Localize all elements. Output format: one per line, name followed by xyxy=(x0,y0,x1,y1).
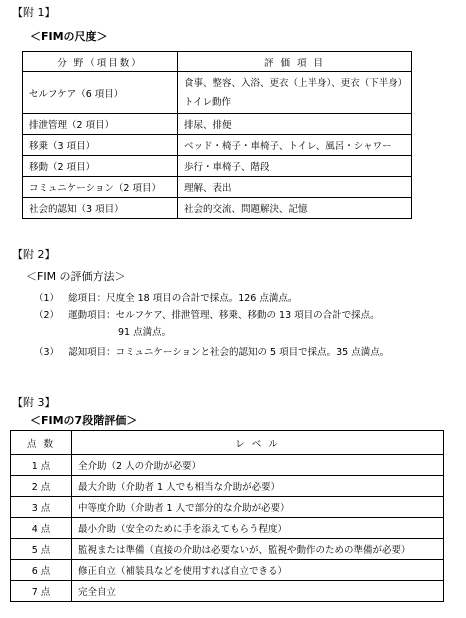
list-item xyxy=(34,290,297,304)
items-cell: 排尿、排便 xyxy=(178,114,412,135)
level-cell: 監視または準備（直接の介助は必要ないが、監視や動作のための準備が必要） xyxy=(72,539,444,560)
items-line: トイレ動作 xyxy=(184,96,232,108)
appendix3-subtitle: ＜FIMの7段階評価＞ xyxy=(30,414,138,427)
items-cell: ベッド・椅子・車椅子、トイレ、風呂・シャワー xyxy=(178,135,412,156)
list-number: （3） xyxy=(34,347,60,358)
score-cell: 3 点 xyxy=(11,497,72,518)
items-cell: 理解、表出 xyxy=(178,177,412,198)
appendix2-subtitle: ＜FIM の評価方法＞ xyxy=(26,270,126,283)
score-cell: 1 点 xyxy=(11,455,72,476)
table-row xyxy=(23,114,412,135)
table-row xyxy=(11,518,444,539)
fim-levels-table xyxy=(10,430,444,602)
table-row xyxy=(23,198,412,219)
header-items: 評 価 項 目 xyxy=(178,52,412,72)
field-cell: 移乗（3 項目） xyxy=(23,135,178,156)
list-text: 総項目：尺度全 18 項目の合計で採点。126 点満点。 xyxy=(68,293,298,304)
table-row xyxy=(11,581,444,602)
items-cell xyxy=(178,72,412,114)
table-row xyxy=(23,135,412,156)
level-cell: 最大介助（介助者 1 人でも相当な介助が必要） xyxy=(72,476,444,497)
level-cell: 中等度介助（介助者 1 人で部分的な介助が必要） xyxy=(72,497,444,518)
level-cell: 全介助（2 人の介助が必要） xyxy=(72,455,444,476)
list-text: 認知項目：コミュニケーションと社会的認知の 5 項目で採点。35 点満点。 xyxy=(68,347,390,358)
level-cell: 最小介助（安全のために手を添えてもらう程度） xyxy=(72,518,444,539)
field-cell: 社会的認知（3 項目） xyxy=(23,198,178,219)
field-cell: 排泄管理（2 項目） xyxy=(23,114,178,135)
table-row xyxy=(11,455,444,476)
level-cell: 完全自立 xyxy=(72,581,444,602)
header-level: レ ベ ル xyxy=(72,431,444,455)
table-header-row xyxy=(23,52,412,72)
table-row xyxy=(11,539,444,560)
appendix2-heading: 【附 2】 xyxy=(12,248,56,261)
table-row xyxy=(23,177,412,198)
list-item xyxy=(34,307,380,321)
score-cell: 4 点 xyxy=(11,518,72,539)
table-row xyxy=(11,497,444,518)
score-cell: 2 点 xyxy=(11,476,72,497)
items-cell: 歩行・車椅子、階段 xyxy=(178,156,412,177)
list-number: （1） xyxy=(34,293,60,304)
header-score: 点 数 xyxy=(11,431,72,455)
field-cell: コミュニケーション（2 項目） xyxy=(23,177,178,198)
level-cell: 修正自立（補装具などを使用すれば自立できる） xyxy=(72,560,444,581)
score-cell: 5 点 xyxy=(11,539,72,560)
items-cell: 社会的交流、問題解決、記憶 xyxy=(178,198,412,219)
list-text: 運動項目：セルフケア、排泄管理、移乗、移動の 13 項目の合計で採点。 xyxy=(68,310,380,321)
table-row xyxy=(23,72,412,114)
table-row xyxy=(23,156,412,177)
appendix3-heading: 【附 3】 xyxy=(12,396,56,409)
items-line: 食事、整容、入浴、更衣（上半身）、更衣（下半身） xyxy=(184,77,408,89)
score-cell: 7 点 xyxy=(11,581,72,602)
list-continuation: 91 点満点。 xyxy=(118,327,172,338)
appendix1-subtitle: ＜FIMの尺度＞ xyxy=(30,30,108,43)
header-field: 分 野（項目数） xyxy=(23,52,178,72)
field-cell: 移動（2 項目） xyxy=(23,156,178,177)
field-cell: セルフケア（6 項目） xyxy=(23,72,178,114)
appendix1-heading: 【附 1】 xyxy=(12,6,56,19)
table-header-row xyxy=(11,431,444,455)
list-item xyxy=(34,344,389,358)
table-row xyxy=(11,476,444,497)
table-row xyxy=(11,560,444,581)
score-cell: 6 点 xyxy=(11,560,72,581)
list-number: （2） xyxy=(34,310,60,321)
fim-scale-table xyxy=(22,51,412,219)
